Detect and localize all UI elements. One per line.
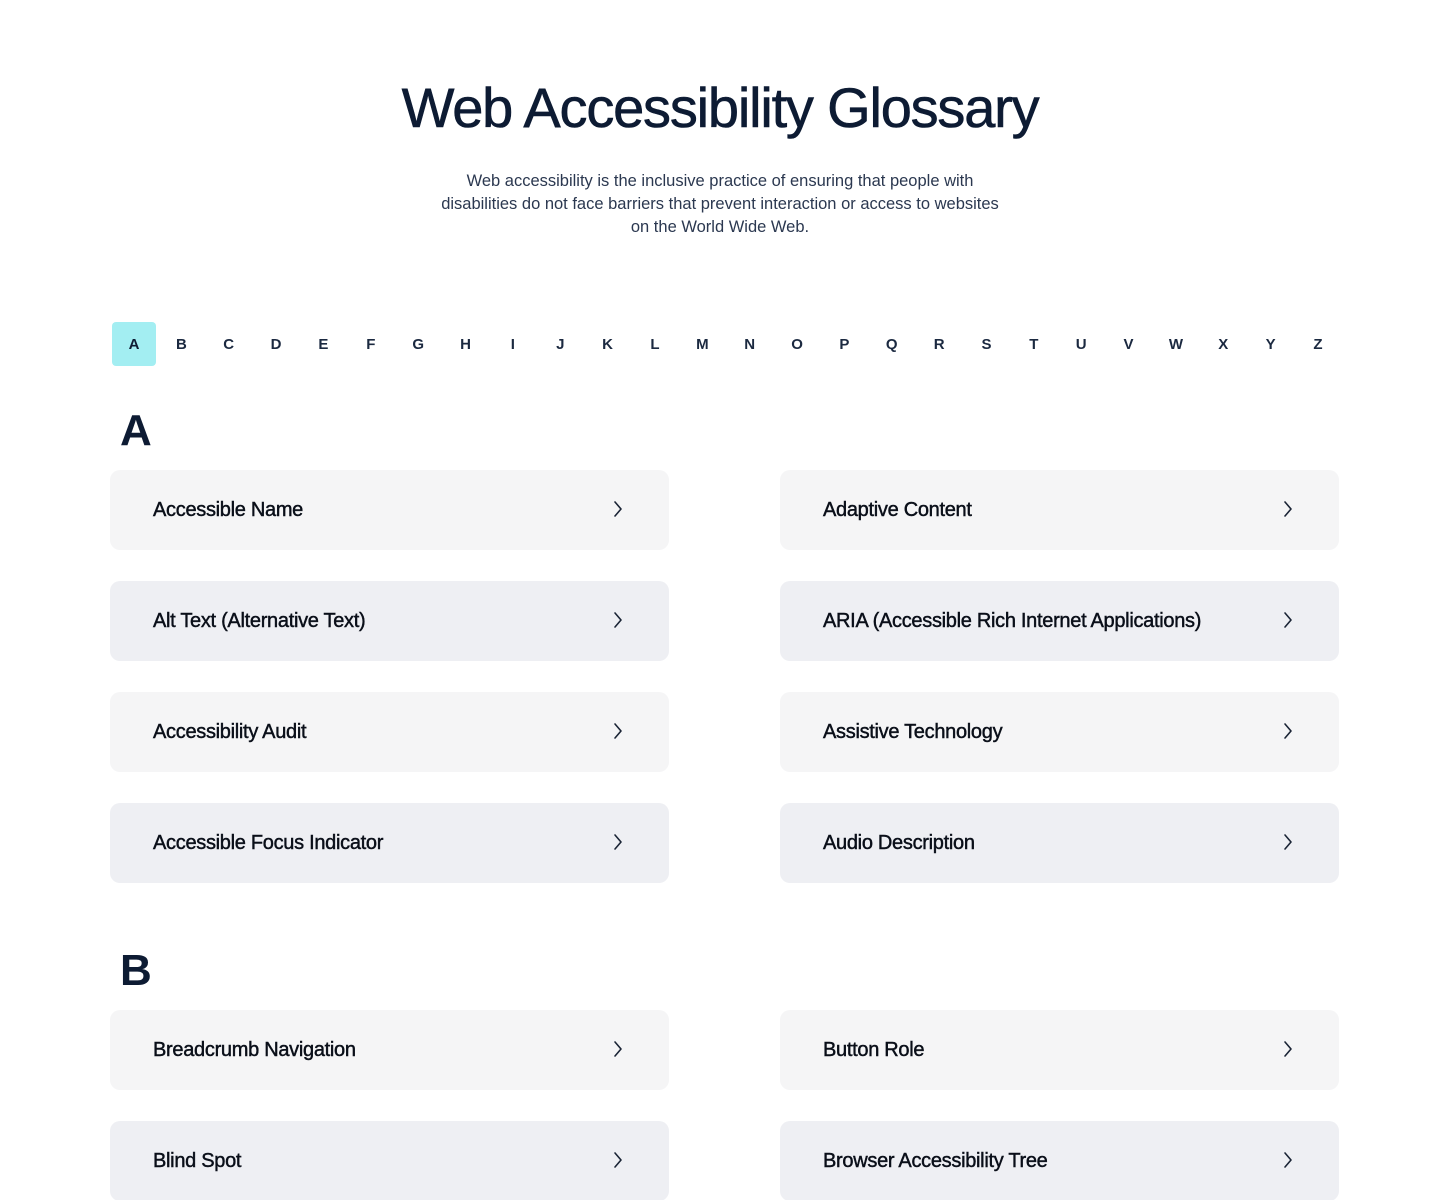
- letter-link-j[interactable]: J: [556, 335, 565, 353]
- letter-link-m[interactable]: M: [696, 335, 709, 353]
- term-label: Adaptive Content: [823, 498, 972, 521]
- chevron-right-icon: [611, 1150, 625, 1170]
- chevron-right-icon: [1281, 499, 1295, 519]
- page-description: Web accessibility is the inclusive practice of ensuring that people with disabilities do not face barriers that prevent interaction or access to websites on the World Wide Web.: [441, 172, 999, 236]
- letter-link-z[interactable]: Z: [1313, 335, 1323, 353]
- glossary-term-card[interactable]: [110, 803, 669, 883]
- chevron-right-icon: [1281, 832, 1295, 852]
- letter-link-t[interactable]: T: [1029, 335, 1039, 353]
- glossary-term-card[interactable]: [780, 1010, 1339, 1090]
- chevron-right-icon: [1281, 610, 1295, 630]
- letter-link-q[interactable]: Q: [885, 335, 898, 353]
- glossary-term-card[interactable]: [110, 1010, 669, 1090]
- letter-link-v[interactable]: V: [1123, 335, 1134, 353]
- term-label: ARIA (Accessible Rich Internet Applications): [823, 609, 1202, 632]
- chevron-right-icon: [611, 832, 625, 852]
- glossary-term-card[interactable]: [780, 692, 1339, 772]
- letter-link-e[interactable]: E: [318, 335, 329, 353]
- chevron-right-icon: [1281, 1039, 1295, 1059]
- letter-link-x[interactable]: X: [1218, 335, 1229, 353]
- letter-link-w[interactable]: W: [1168, 335, 1183, 353]
- chevron-right-icon: [1281, 721, 1295, 741]
- term-label: Assistive Technology: [823, 720, 1003, 743]
- letter-link-d[interactable]: D: [270, 335, 282, 353]
- term-label: Accessible Focus Indicator: [153, 831, 384, 854]
- letter-link-l[interactable]: L: [650, 335, 660, 353]
- section-heading-b: B: [120, 946, 152, 995]
- glossary-term-card[interactable]: [110, 692, 669, 772]
- chevron-right-icon: [611, 499, 625, 519]
- term-label: Accessibility Audit: [153, 720, 307, 743]
- term-label: Button Role: [823, 1038, 925, 1061]
- glossary-term-card[interactable]: [780, 803, 1339, 883]
- terms-grid-b: [110, 1010, 1339, 1200]
- term-label: Breadcrumb Navigation: [153, 1038, 356, 1061]
- term-label: Browser Accessibility Tree: [823, 1149, 1048, 1172]
- letter-link-b[interactable]: B: [175, 335, 187, 353]
- chevron-right-icon: [611, 721, 625, 741]
- letter-link-f[interactable]: F: [366, 335, 376, 353]
- alphabet-nav: [112, 322, 1340, 366]
- glossary-term-card[interactable]: [110, 470, 669, 550]
- section-heading-a: A: [120, 406, 152, 455]
- term-label: Accessible Name: [153, 498, 304, 521]
- term-label: Blind Spot: [153, 1149, 242, 1172]
- letter-link-g[interactable]: G: [412, 335, 424, 353]
- letter-link-s[interactable]: S: [981, 335, 992, 353]
- letter-link-r[interactable]: R: [933, 335, 945, 353]
- glossary-term-card[interactable]: [780, 581, 1339, 661]
- page-title: Web Accessibility Glossary: [401, 76, 1039, 139]
- letter-link-o[interactable]: O: [791, 335, 803, 353]
- letter-link-i[interactable]: I: [510, 335, 515, 353]
- glossary-term-card[interactable]: [110, 1121, 669, 1200]
- chevron-right-icon: [611, 610, 625, 630]
- glossary-term-card[interactable]: [780, 1121, 1339, 1200]
- term-label: Alt Text (Alternative Text): [153, 609, 366, 632]
- chevron-right-icon: [611, 1039, 625, 1059]
- letter-link-u[interactable]: U: [1075, 335, 1087, 353]
- letter-link-a[interactable]: A: [112, 322, 156, 366]
- glossary-term-card[interactable]: [110, 581, 669, 661]
- letter-link-k[interactable]: K: [602, 335, 614, 353]
- glossary-term-card[interactable]: [780, 470, 1339, 550]
- page-header: [0, 76, 1440, 239]
- terms-grid-a: [110, 470, 1339, 883]
- letter-link-p[interactable]: P: [839, 335, 850, 353]
- letter-link-n[interactable]: N: [744, 335, 756, 353]
- letter-link-h[interactable]: H: [460, 335, 471, 353]
- letter-link-c[interactable]: C: [223, 335, 235, 353]
- chevron-right-icon: [1281, 1150, 1295, 1170]
- term-label: Audio Description: [823, 831, 975, 854]
- letter-link-y[interactable]: Y: [1265, 335, 1276, 353]
